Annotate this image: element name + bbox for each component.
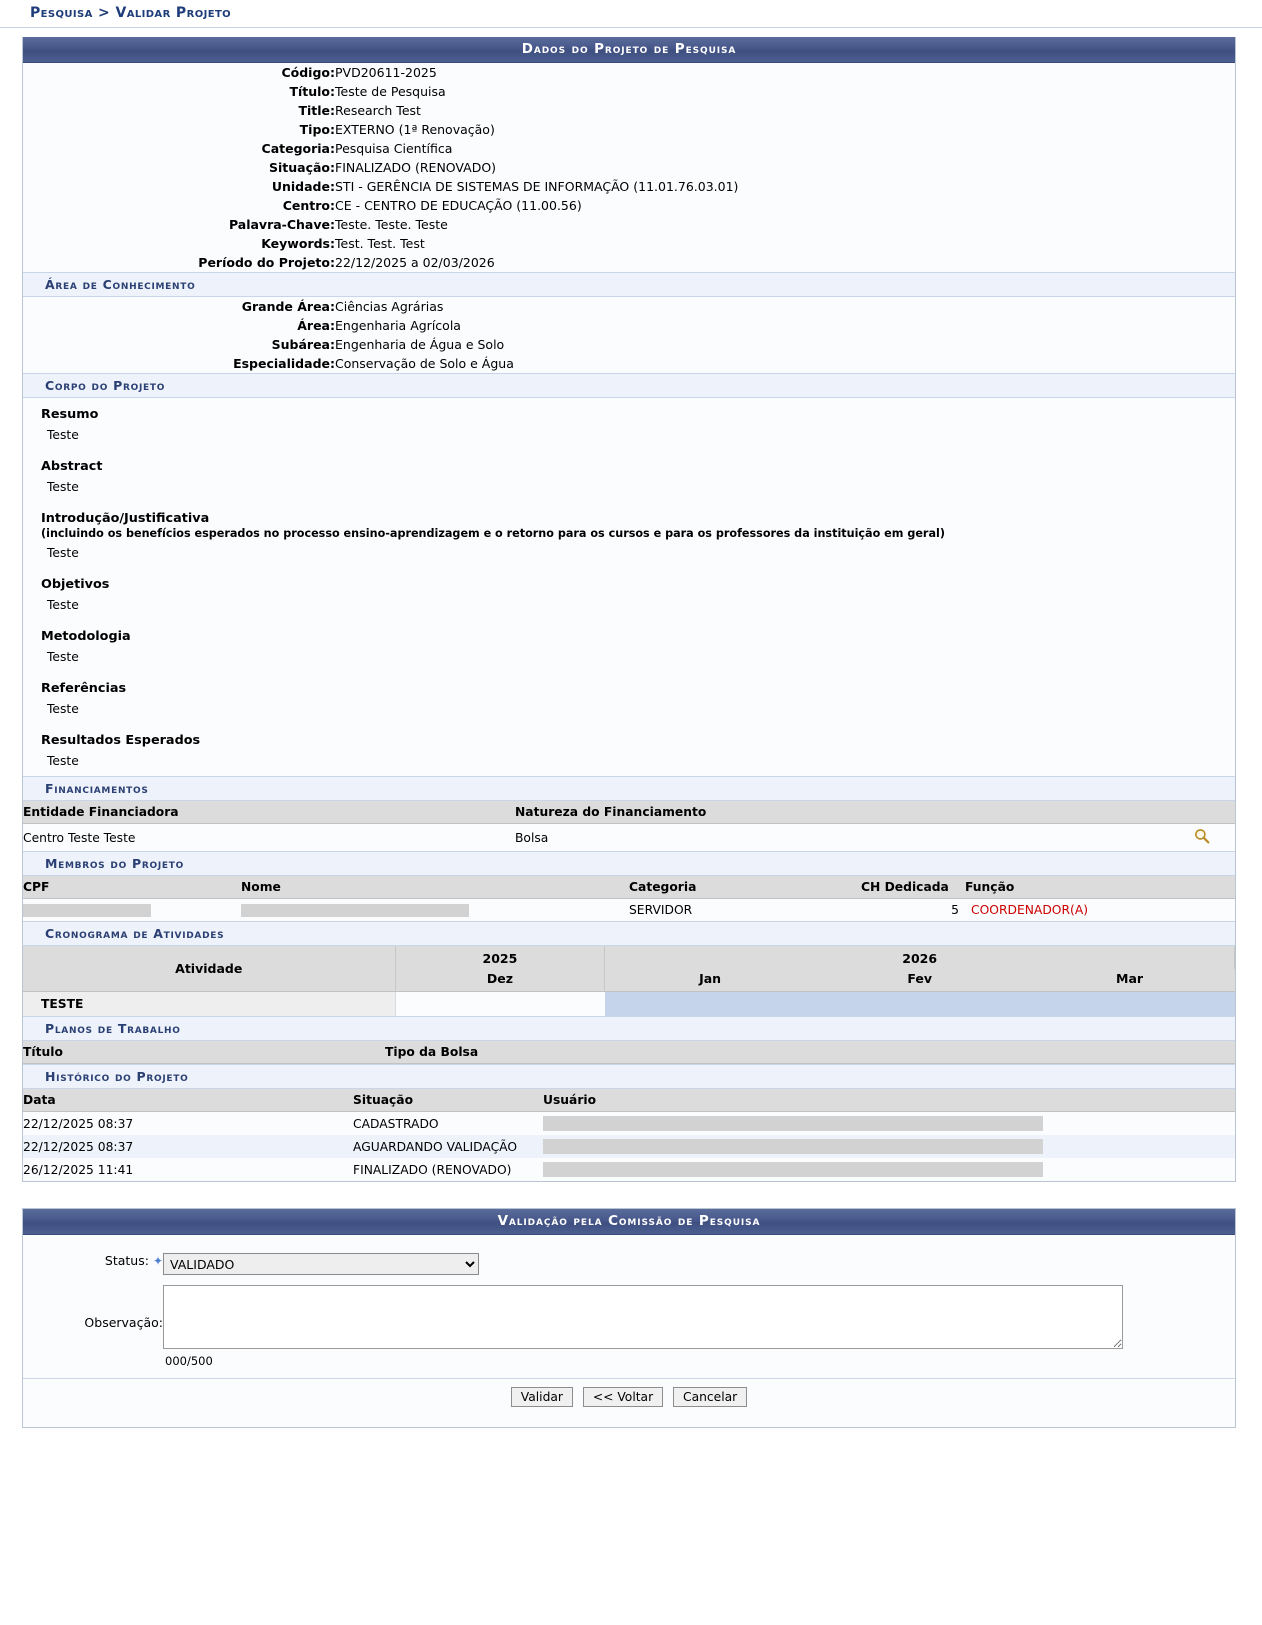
body-section-title: Resultados Esperados bbox=[41, 733, 201, 748]
col-usuario: Usuário bbox=[543, 1089, 1235, 1112]
cell-usuario bbox=[543, 1158, 1235, 1181]
field-row bbox=[23, 253, 1235, 272]
body-section-title: Introdução/Justificativa bbox=[41, 511, 210, 526]
table-row bbox=[23, 1135, 1235, 1158]
body-section-text: Teste bbox=[47, 598, 79, 612]
redaction-block bbox=[543, 1139, 1043, 1154]
field-value: PVD20611-2025 bbox=[335, 65, 437, 80]
field-label: Categoria: bbox=[261, 141, 335, 156]
validation-frame bbox=[22, 1208, 1236, 1428]
field-label: Código: bbox=[281, 65, 335, 80]
cell-situacao: FINALIZADO (RENOVADO) bbox=[353, 1158, 543, 1181]
table-row bbox=[23, 899, 1235, 922]
status-select[interactable] bbox=[163, 1253, 479, 1275]
cronograma-header: Cronograma de Atividades bbox=[23, 921, 1235, 946]
col-categoria: Categoria bbox=[629, 876, 861, 899]
body-section-text: Teste bbox=[47, 702, 79, 716]
table-row bbox=[23, 1112, 1235, 1136]
field-value: Conservação de Solo e Água bbox=[335, 356, 514, 371]
breadcrumb bbox=[0, 0, 1262, 28]
field-label: Período do Projeto: bbox=[198, 255, 335, 270]
field-value: FINALIZADO (RENOVADO) bbox=[335, 160, 497, 175]
financiamentos-header-row bbox=[23, 801, 1235, 824]
observacao-field-cell bbox=[163, 1283, 1235, 1370]
field-value: Test. Test. Test bbox=[335, 236, 425, 251]
body-section-title: Referências bbox=[41, 681, 127, 696]
body-section bbox=[23, 398, 1235, 450]
col-natureza-financiamento: Natureza do Financiamento bbox=[515, 801, 1175, 824]
cell-ch-dedicada: 5 bbox=[861, 899, 965, 922]
project-panel-title: Dados do Projeto de Pesquisa bbox=[23, 37, 1235, 63]
field-label: Keywords: bbox=[261, 236, 335, 251]
field-label: Tipo: bbox=[299, 122, 335, 137]
field-label: Grande Área: bbox=[241, 299, 335, 314]
magnifier-icon[interactable] bbox=[1175, 824, 1235, 852]
gantt-month-header: Jan bbox=[605, 969, 815, 992]
cell-usuario bbox=[543, 1112, 1235, 1136]
knowledge-area-header: Área de Conhecimento bbox=[23, 272, 1235, 297]
project-details-frame bbox=[22, 37, 1236, 1182]
cell-data: 22/12/2025 08:37 bbox=[23, 1112, 353, 1136]
field-label: Unidade: bbox=[271, 179, 335, 194]
field-value: Research Test bbox=[335, 103, 421, 118]
field-row bbox=[23, 354, 1235, 373]
project-fields-table bbox=[23, 63, 1235, 272]
field-value: STI - GERÊNCIA DE SISTEMAS DE INFORMAÇÃO (11.01.76.03.01) bbox=[335, 179, 739, 194]
col-funcao: Função bbox=[965, 876, 1235, 899]
gantt-cell-active bbox=[1025, 992, 1235, 1017]
gantt-year-header: 2025 bbox=[395, 946, 605, 969]
gantt-cell-empty bbox=[395, 992, 605, 1017]
cell-data: 22/12/2025 08:37 bbox=[23, 1135, 353, 1158]
field-value: Pesquisa Científica bbox=[335, 141, 453, 156]
project-body-header: Corpo do Projeto bbox=[23, 373, 1235, 398]
field-row bbox=[23, 316, 1235, 335]
historico-header-row bbox=[23, 1089, 1235, 1112]
field-value: Engenharia Agrícola bbox=[335, 318, 461, 333]
field-row bbox=[23, 234, 1235, 253]
gantt-year-header: 2026 bbox=[605, 946, 1235, 969]
status-row bbox=[23, 1251, 1235, 1277]
knowledge-area-table bbox=[23, 297, 1235, 373]
character-counter: 000/500 bbox=[165, 1354, 213, 1368]
gantt-month-header: Mar bbox=[1025, 969, 1235, 992]
financiamentos-table bbox=[23, 801, 1235, 851]
validation-title: Validação pela Comissão de Pesquisa bbox=[23, 1209, 1235, 1235]
body-section bbox=[23, 620, 1235, 672]
field-row bbox=[23, 335, 1235, 354]
body-section-title: Resumo bbox=[41, 407, 99, 422]
membros-header: Membros do Projeto bbox=[23, 851, 1235, 876]
redaction-block bbox=[23, 904, 151, 917]
gantt-year-row bbox=[23, 946, 1235, 969]
redaction-block bbox=[543, 1162, 1043, 1177]
field-value: Engenharia de Água e Solo bbox=[335, 337, 505, 352]
col-actions bbox=[1175, 801, 1235, 824]
field-row bbox=[23, 215, 1235, 234]
status-field-cell bbox=[163, 1251, 1235, 1277]
body-section-text: Teste bbox=[47, 754, 79, 768]
status-label: Status: bbox=[104, 1253, 149, 1268]
cell-funcao: COORDENADOR(A) bbox=[965, 899, 1235, 922]
gantt-month-header: Fev bbox=[815, 969, 1025, 992]
field-label: Área: bbox=[297, 318, 335, 333]
field-row bbox=[23, 196, 1235, 215]
observacao-label: Observação: bbox=[84, 1315, 163, 1330]
cell-usuario bbox=[543, 1135, 1235, 1158]
cell-nome bbox=[241, 899, 629, 922]
body-section-text: Teste bbox=[47, 650, 79, 664]
cell-situacao: AGUARDANDO VALIDAÇÃO bbox=[353, 1135, 543, 1158]
validation-form-table bbox=[23, 1251, 1235, 1370]
validar-button[interactable]: Validar bbox=[511, 1387, 573, 1407]
planos-header: Planos de Trabalho bbox=[23, 1016, 1235, 1041]
col-situacao: Situação bbox=[353, 1089, 543, 1112]
historico-table bbox=[23, 1089, 1235, 1181]
field-row bbox=[23, 158, 1235, 177]
cell-categoria: SERVIDOR bbox=[629, 899, 861, 922]
field-value: Teste de Pesquisa bbox=[335, 84, 446, 99]
cronograma-table bbox=[23, 946, 1235, 1016]
field-label: Centro: bbox=[282, 198, 335, 213]
field-value: EXTERNO (1ª Renovação) bbox=[335, 122, 495, 137]
field-row bbox=[23, 82, 1235, 101]
membros-header-row bbox=[23, 876, 1235, 899]
redaction-block bbox=[241, 904, 469, 917]
body-section bbox=[23, 502, 1235, 568]
field-row bbox=[23, 63, 1235, 82]
body-section-title: Metodologia bbox=[41, 629, 131, 644]
cell-natureza: Bolsa bbox=[515, 824, 1175, 852]
breadcrumb-text[interactable]: Pesquisa > Validar Projeto bbox=[30, 5, 232, 21]
field-value: 22/12/2025 a 02/03/2026 bbox=[335, 255, 495, 270]
body-section bbox=[23, 724, 1235, 776]
field-label: Title: bbox=[298, 103, 335, 118]
field-label: Título: bbox=[289, 84, 335, 99]
table-row bbox=[23, 1158, 1235, 1181]
field-value: CE - CENTRO DE EDUCAÇÃO (11.00.56) bbox=[335, 198, 582, 213]
gantt-cell-active bbox=[815, 992, 1025, 1017]
cancelar-button[interactable]: Cancelar bbox=[673, 1387, 747, 1407]
col-cpf: CPF bbox=[23, 876, 241, 899]
membros-table bbox=[23, 876, 1235, 921]
gantt-cell-active bbox=[605, 992, 815, 1017]
body-section bbox=[23, 672, 1235, 724]
col-plano-titulo: Título bbox=[23, 1041, 385, 1064]
body-section-title: Objetivos bbox=[41, 577, 110, 592]
body-section-text: Teste bbox=[47, 546, 79, 560]
field-label: Subárea: bbox=[271, 337, 335, 352]
gantt-row bbox=[23, 992, 1235, 1017]
field-label: Especialidade: bbox=[233, 356, 335, 371]
field-value: Ciências Agrárias bbox=[335, 299, 444, 314]
historico-header: Histórico do Projeto bbox=[23, 1064, 1235, 1089]
voltar-button[interactable]: << Voltar bbox=[583, 1387, 663, 1407]
required-star-icon: ✦ bbox=[152, 1254, 163, 1268]
field-label: Situação: bbox=[268, 160, 335, 175]
project-body-sections bbox=[23, 398, 1235, 776]
body-section-title: Abstract bbox=[41, 459, 103, 474]
col-data: Data bbox=[23, 1089, 353, 1112]
redaction-block bbox=[543, 1116, 1043, 1131]
field-row bbox=[23, 101, 1235, 120]
gantt-month-header: Dez bbox=[395, 969, 605, 992]
cell-entidade: Centro Teste Teste bbox=[23, 824, 515, 852]
observacao-row bbox=[23, 1283, 1235, 1370]
gantt-activity-name: TESTE bbox=[23, 992, 395, 1017]
col-atividade: Atividade bbox=[23, 946, 395, 992]
body-section bbox=[23, 450, 1235, 502]
cell-cpf bbox=[23, 899, 241, 922]
financiamentos-header: Financiamentos bbox=[23, 776, 1235, 801]
field-row bbox=[23, 120, 1235, 139]
validation-form bbox=[23, 1235, 1235, 1427]
field-value: Teste. Teste. Teste bbox=[335, 217, 448, 232]
col-entidade-financiadora: Entidade Financiadora bbox=[23, 801, 515, 824]
body-section-text: Teste bbox=[47, 428, 79, 442]
field-row bbox=[23, 139, 1235, 158]
col-nome: Nome bbox=[241, 876, 629, 899]
cell-data: 26/12/2025 11:41 bbox=[23, 1158, 353, 1181]
body-section-text: Teste bbox=[47, 480, 79, 494]
observacao-textarea[interactable] bbox=[163, 1285, 1123, 1349]
field-row bbox=[23, 177, 1235, 196]
planos-table bbox=[23, 1041, 1235, 1064]
body-section bbox=[23, 568, 1235, 620]
validation-button-row bbox=[23, 1378, 1235, 1417]
cell-situacao: CADASTRADO bbox=[353, 1112, 543, 1136]
planos-header-row bbox=[23, 1041, 1235, 1064]
body-section-subtitle: (incluindo os benefícios esperados no processo ensino-aprendizagem e o retorno para os cursos e para os professores da instituição em geral) bbox=[41, 527, 945, 540]
field-label: Palavra-Chave: bbox=[228, 217, 335, 232]
col-tipo-bolsa: Tipo da Bolsa bbox=[385, 1041, 1235, 1064]
status-label-cell bbox=[23, 1251, 163, 1277]
col-ch-dedicada: CH Dedicada bbox=[861, 876, 965, 899]
field-row bbox=[23, 297, 1235, 316]
table-row bbox=[23, 824, 1235, 852]
